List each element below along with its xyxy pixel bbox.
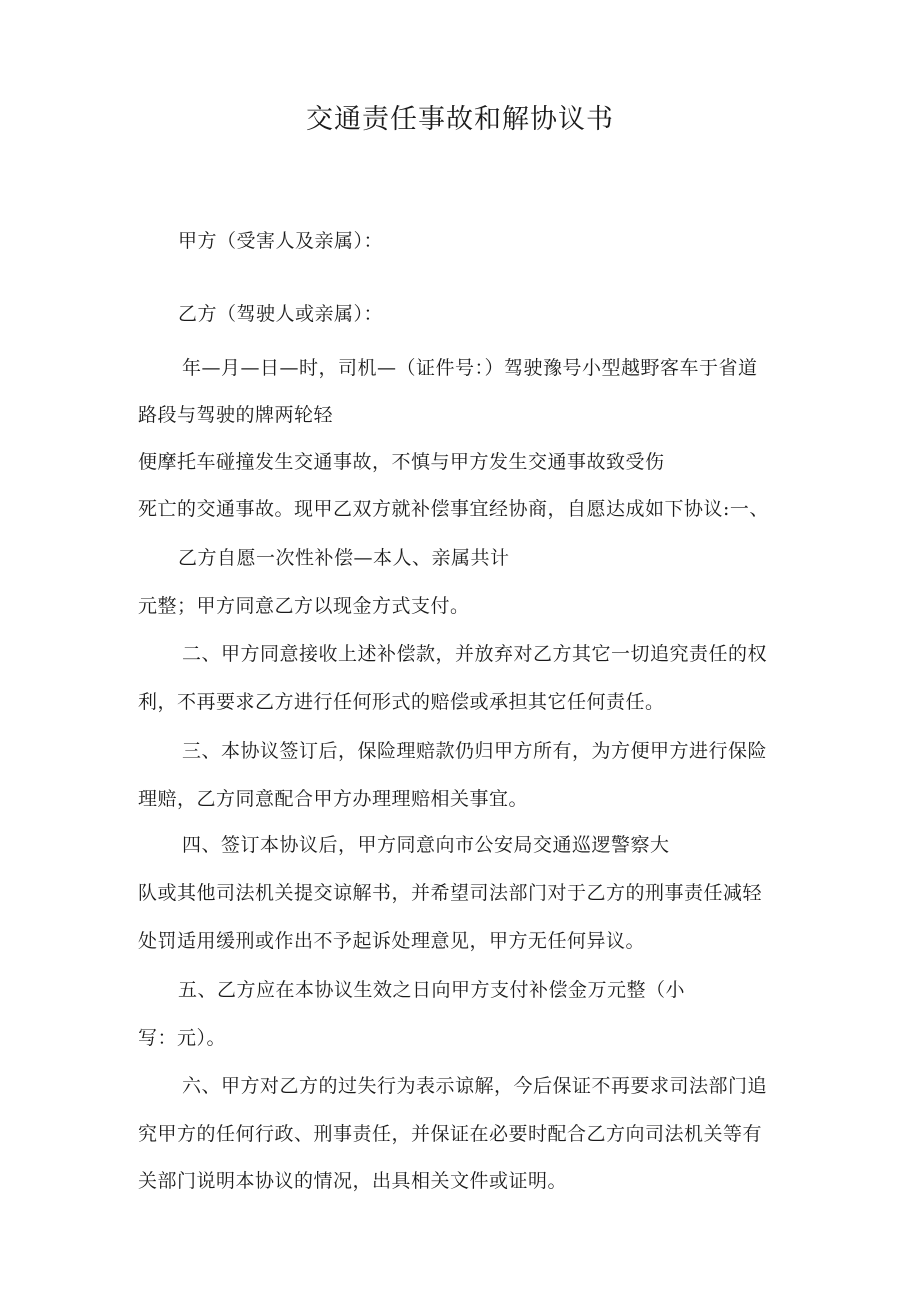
body-line: 死亡的交通事故。现甲乙双方就补偿事宜经协商，自愿达成如下协议:一、 xyxy=(138,498,769,520)
clause-2-line: 二、甲方同意接收上述补偿款，并放弃对乙方其它一切追究责任的权 xyxy=(182,643,768,665)
clause-6-line: 究甲方的任何行政、刑事责任，并保证在必要时配合乙方向司法机关等有 xyxy=(138,1123,763,1145)
party-a-line: 甲方（受害人及亲属）： xyxy=(178,230,384,252)
clause-2-line: 利，不再要求乙方进行任何形式的赔偿或承担其它任何责任。 xyxy=(138,691,665,713)
clause-4-line: 四、签订本协议后，甲方同意向市公安局交通巡逻警察大 xyxy=(182,834,670,856)
body-line: 元整；甲方同意乙方以现金方式支付。 xyxy=(138,595,470,617)
clause-5-line: 五、乙方应在本协议生效之日向甲方支付补偿金万元整（小 xyxy=(178,979,686,1001)
clause-6-line: 六、甲方对乙方的过失行为表示谅解，今后保证不再要求司法部门追 xyxy=(182,1075,768,1097)
body-line: 乙方自愿一次性补偿—本人、亲属共计 xyxy=(178,547,510,569)
clause-3-line: 理赔，乙方同意配合甲方办理理赔相关事宜。 xyxy=(138,788,529,810)
document-title: 交通责任事故和解协议书 xyxy=(306,104,614,135)
clause-5-line: 写：元）。 xyxy=(138,1027,227,1049)
clause-4-line: 处罚适用缓刑或作出不予起诉处理意见，甲方无任何异议。 xyxy=(138,930,646,952)
clause-3-line: 三、本协议签订后，保险理赔款仍归甲方所有，为方便甲方进行保险 xyxy=(182,740,768,762)
body-line: 年—月—日—时，司机—（证件号：）驾驶豫号小型越野客车于省道 xyxy=(182,357,758,379)
clause-4-line: 队或其他司法机关提交谅解书，并希望司法部门对于乙方的刑事责任减轻 xyxy=(138,882,763,904)
clause-6-line: 关部门说明本协议的情况，出具相关文件或证明。 xyxy=(138,1170,568,1192)
party-b-line: 乙方（驾驶人或亲属）： xyxy=(178,303,384,325)
body-line: 便摩托车碰撞发生交通事故，不慎与甲方发生交通事故致受伤 xyxy=(138,451,665,473)
body-line: 路段与驾驶的牌两轮轻 xyxy=(138,404,334,426)
